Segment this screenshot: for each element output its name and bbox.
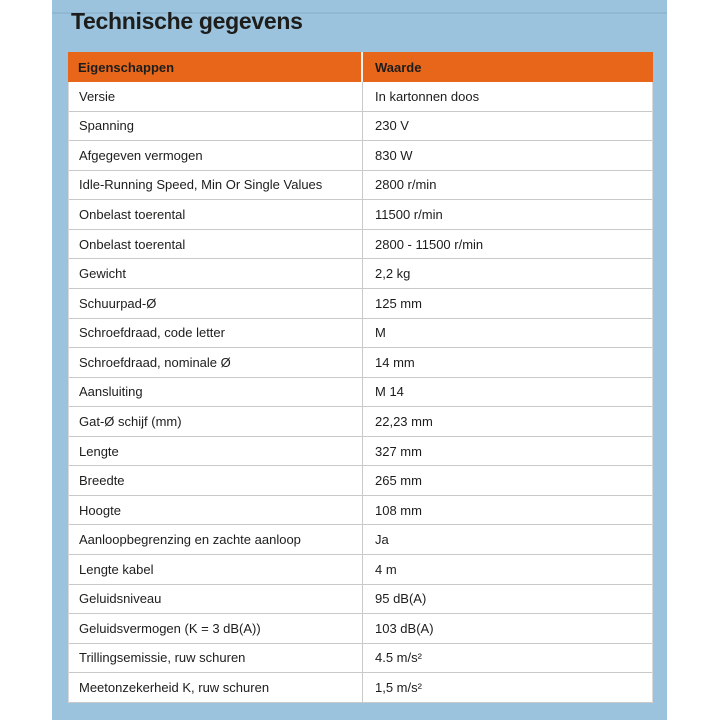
table-row [69, 82, 652, 112]
table-row [69, 141, 652, 171]
property-cell: Meetonzekerheid K, ruw schuren [69, 673, 363, 702]
value-cell: 103 dB(A) [375, 620, 434, 636]
value-cell: 830 W [375, 147, 413, 163]
property-cell: Geluidsniveau [69, 585, 363, 614]
table-row [69, 112, 652, 142]
table-row [69, 673, 652, 703]
table-row [69, 614, 652, 644]
table-row [69, 466, 652, 496]
property-cell: Lengte kabel [69, 555, 363, 584]
value-cell: M 14 [375, 384, 404, 400]
table-body [68, 82, 653, 703]
table-row [69, 200, 652, 230]
table-row [69, 407, 652, 437]
value-cell: 125 mm [375, 295, 422, 311]
value-cell: 4 m [375, 561, 397, 577]
property-cell: Gewicht [69, 259, 363, 288]
page-title: Technische gegevens [71, 8, 303, 34]
value-cell: 327 mm [375, 443, 422, 459]
property-cell: Onbelast toerental [69, 200, 363, 229]
property-cell: Schuurpad-Ø [69, 289, 363, 318]
table-row [69, 437, 652, 467]
property-cell: Trillingsemissie, ruw schuren [69, 644, 363, 673]
value-cell: 265 mm [375, 473, 422, 489]
property-cell: Schroefdraad, nominale Ø [69, 348, 363, 377]
property-cell: Spanning [69, 112, 363, 141]
table-row [69, 259, 652, 289]
value-cell: 108 mm [375, 502, 422, 518]
spec-table [68, 52, 653, 703]
property-cell: Onbelast toerental [69, 230, 363, 259]
value-cell: 11500 r/min [375, 207, 443, 223]
property-cell: Versie [69, 82, 363, 111]
value-cell: 1,5 m/s² [375, 680, 422, 696]
property-cell: Afgegeven vermogen [69, 141, 363, 170]
value-cell: 2800 - 11500 r/min [375, 236, 484, 252]
table-row [69, 585, 652, 615]
value-cell: 230 V [375, 118, 409, 134]
table-row [69, 289, 652, 319]
table-row [69, 496, 652, 526]
table-row [69, 319, 652, 349]
property-cell: Schroefdraad, code letter [69, 319, 363, 348]
property-cell: Geluidsvermogen (K = 3 dB(A)) [69, 614, 363, 643]
property-cell: Idle-Running Speed, Min Or Single Values [69, 171, 363, 200]
table-header-row [68, 52, 653, 82]
content-panel [52, 0, 667, 720]
table-row [69, 171, 652, 201]
value-cell: In kartonnen doos [375, 88, 480, 104]
value-cell: 22,23 mm [375, 413, 433, 429]
property-cell: Gat-Ø schijf (mm) [69, 407, 363, 436]
property-cell: Hoogte [69, 496, 363, 525]
table-row [69, 525, 652, 555]
table-row [69, 348, 652, 378]
value-cell: 2800 r/min [375, 177, 437, 193]
value-cell: M [375, 325, 386, 341]
table-row [69, 230, 652, 260]
value-cell: Ja [375, 532, 389, 548]
value-cell: 4.5 m/s² [375, 650, 422, 666]
table-row [69, 555, 652, 585]
value-cell: 2,2 kg [375, 266, 411, 282]
value-cell: 14 mm [375, 354, 415, 370]
column-header-waarde: Waarde [363, 52, 653, 82]
property-cell: Breedte [69, 466, 363, 495]
property-cell: Aansluiting [69, 378, 363, 407]
column-header-eigenschappen: Eigenschappen [68, 52, 361, 82]
table-row [69, 378, 652, 408]
property-cell: Aanloopbegrenzing en zachte aanloop [69, 525, 363, 554]
property-cell: Lengte [69, 437, 363, 466]
table-row [69, 644, 652, 674]
value-cell: 95 dB(A) [375, 591, 427, 607]
